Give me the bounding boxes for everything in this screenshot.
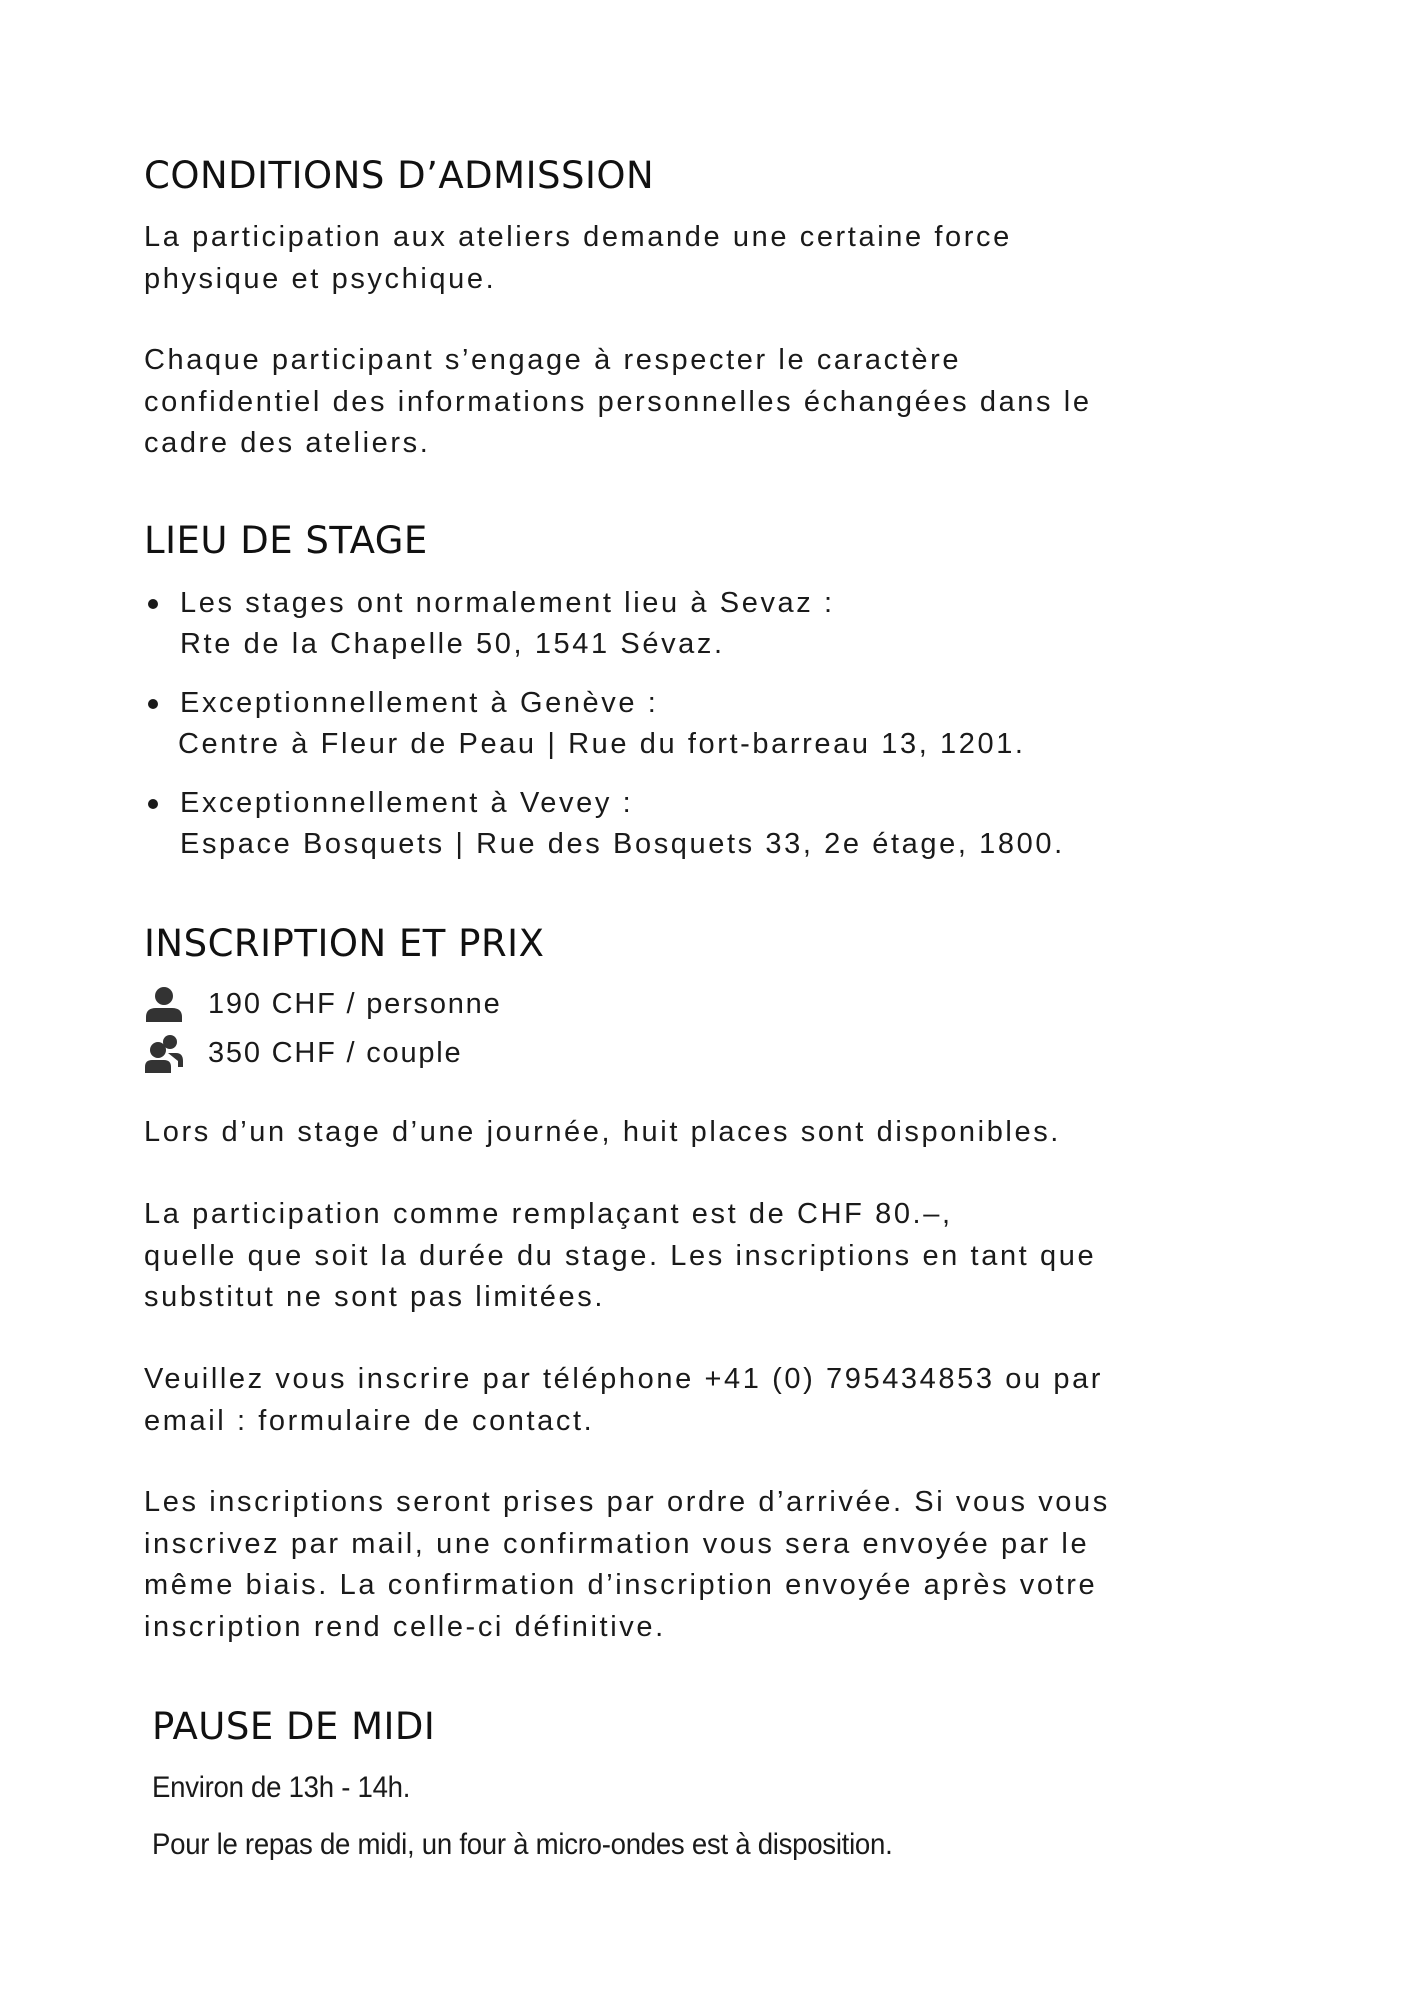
text-line: Veuillez vous inscrire par téléphone +41 (0) 795434853 ou par [144, 1363, 1104, 1395]
text-line: La participation comme remplaçant est de CHF 80.–, [144, 1198, 953, 1230]
users-icon [144, 1033, 184, 1073]
inscription-paragraph-3 [144, 1359, 1103, 1442]
text-line: Les inscriptions seront prises par ordre d’arrivée. Si vous vous [144, 1486, 1110, 1518]
list-item [144, 583, 835, 665]
text-line: Exceptionnellement à Vevey : [180, 787, 634, 819]
pause-hours: Environ de 13h - 14h. [152, 1771, 411, 1804]
text-line: Exceptionnellement à Genève : [180, 687, 659, 719]
user-icon [144, 984, 184, 1024]
text-line: confidentiel des informations personnelles échangées dans le [144, 385, 1092, 418]
inscription-paragraph-2 [144, 1194, 1096, 1319]
inscription-paragraph-4 [144, 1482, 1110, 1648]
text-line: physique et psychique. [144, 262, 497, 295]
text-line: même biais. La confirmation d’inscription envoyée après votre [144, 1569, 1098, 1601]
text-line: quelle que soit la durée du stage. Les inscriptions en tant que [144, 1239, 1097, 1272]
text-line: Chaque participant s’engage à respecter le caractère [144, 344, 962, 376]
bullet-icon [148, 599, 158, 609]
text-line: Les stages ont normalement lieu à Sevaz : [180, 587, 835, 619]
list-item [144, 783, 1065, 865]
text-line: inscription rend celle-ci définitive. [144, 1610, 666, 1643]
list-item [144, 683, 1026, 765]
text-line: inscrivez par mail, une confirmation vous sera envoyée par le [144, 1527, 1090, 1560]
text-line: Centre à Fleur de Peau | Rue du fort-barreau 13, 1201. [178, 728, 1026, 760]
text-line: La participation aux ateliers demande une certaine force [144, 221, 1012, 253]
section-title-admission: CONDITIONS D’ADMISSION [144, 154, 655, 197]
bullet-icon [148, 799, 158, 809]
price-couple [144, 1033, 462, 1073]
admission-paragraph-2 [144, 340, 1092, 465]
pause-info: Pour le repas de midi, un four à micro-ondes est à disposition. [152, 1828, 893, 1861]
text-line: Rte de la Chapelle 50, 1541 Sévaz. [180, 628, 725, 660]
inscription-paragraph-1 [144, 1112, 1061, 1154]
price-person [144, 984, 502, 1024]
text-line: email : formulaire de contact. [144, 1404, 595, 1437]
text-line: Lors d’un stage d’une journée, huit places sont disponibles. [144, 1116, 1061, 1148]
price-label: 350 CHF / couple [208, 1037, 463, 1069]
admission-paragraph-1 [144, 217, 1012, 300]
section-title-inscription: INSCRIPTION ET PRIX [144, 922, 545, 965]
section-title-lieu: LIEU DE STAGE [144, 519, 428, 562]
bullet-icon [148, 699, 158, 709]
section-title-pause: PAUSE DE MIDI [152, 1705, 436, 1748]
text-line: substitut ne sont pas limitées. [144, 1281, 606, 1313]
price-label: 190 CHF / personne [208, 988, 502, 1020]
text-line: Espace Bosquets | Rue des Bosquets 33, 2e étage, 1800. [180, 828, 1065, 860]
text-line: cadre des ateliers. [144, 427, 431, 459]
